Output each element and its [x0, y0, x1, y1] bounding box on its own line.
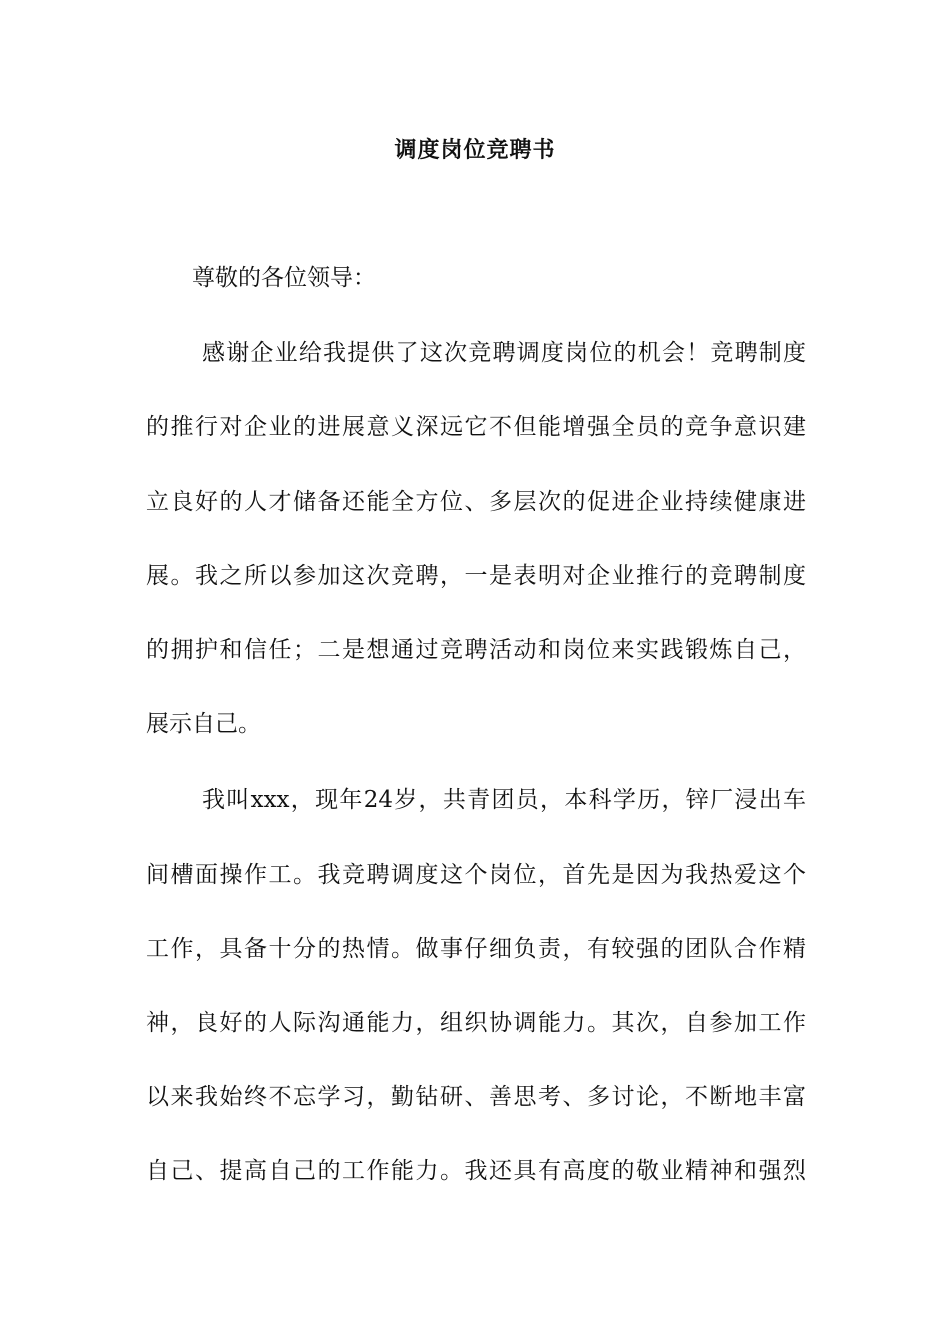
- paragraph-1-line-1: 感谢企业给我提供了这次竞聘调度岗位的机会！竞聘制度: [202, 340, 806, 366]
- paragraph-2-line-4: 神，良好的人际沟通能力，组织协调能力。其次，自参加工作: [146, 1010, 806, 1036]
- paragraph-2-line-2: 间槽面操作工。我竞聘调度这个岗位，首先是因为我热爱这个: [146, 862, 806, 888]
- paragraph-2-line-1: 我叫xxx，现年24岁，共青团员，本科学历，锌厂浸出车: [202, 787, 806, 813]
- paragraph-2-line-5: 以来我始终不忘学习，勤钻研、善思考、多讨论，不断地丰富: [146, 1084, 806, 1110]
- paragraph-1-line-3: 立良好的人才储备还能全方位、多层次的促进企业持续健康进: [146, 489, 806, 515]
- salutation: 尊敬的各位领导：: [192, 265, 376, 291]
- paragraph-1-line-5: 的拥护和信任；二是想通过竞聘活动和岗位来实践锻炼自己，: [146, 637, 806, 663]
- paragraph-1-line-4: 展。我之所以参加这次竞聘，一是表明对企业推行的竞聘制度: [146, 563, 806, 589]
- paragraph-1-line-6: 展示自己。: [146, 711, 261, 737]
- paragraph-2-line-6: 自己、提高自己的工作能力。我还具有高度的敬业精神和强烈: [146, 1158, 806, 1184]
- paragraph-2-line-3: 工作，具备十分的热情。做事仔细负责，有较强的团队合作精: [146, 936, 806, 962]
- paragraph-1-line-2: 的推行对企业的进展意义深远它不但能增强全员的竞争意识建: [146, 414, 806, 440]
- document-title: 调度岗位竞聘书: [394, 138, 556, 163]
